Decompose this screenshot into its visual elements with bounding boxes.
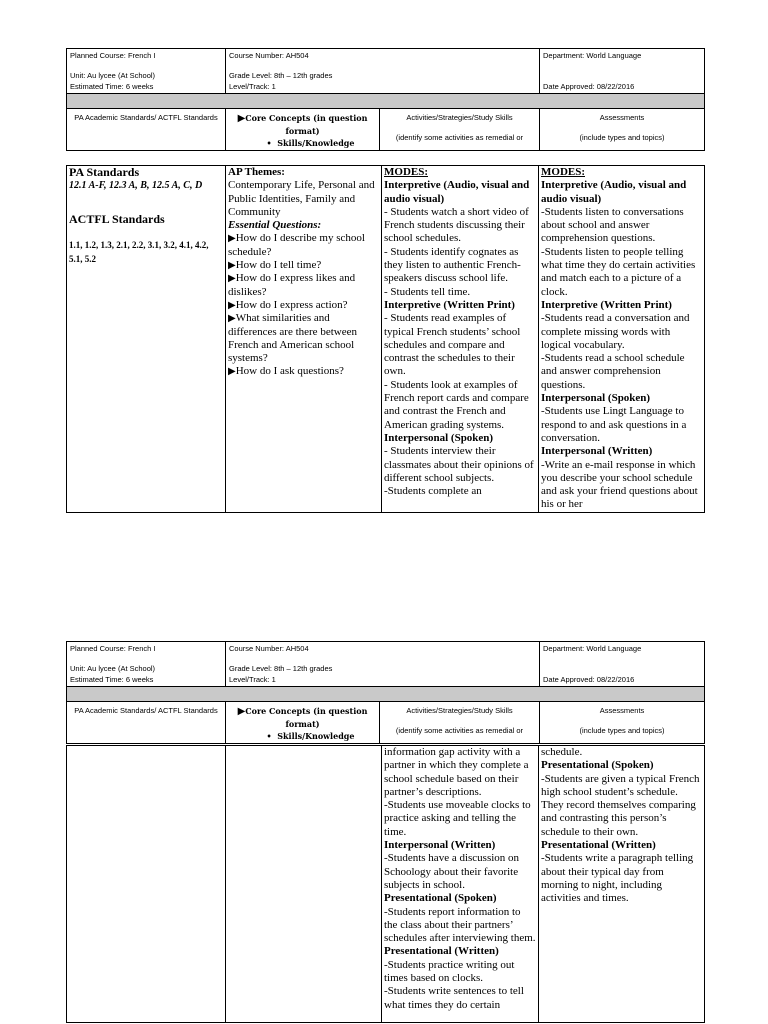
estimated-time: Estimated Time: 6 weeks [70, 82, 154, 91]
department: Department: World Language [543, 644, 642, 653]
essential-question: ▶How do I express action? [228, 298, 348, 311]
mode-heading: Interpersonal (Written) [541, 445, 653, 458]
item-text: -Students listen to people telling what time they do certain activities and match each to a picture of a clock. [541, 245, 696, 298]
item-text: - Students interview their classmates about their opinions of different school subjects. [384, 445, 534, 484]
assessments-subheader: (include types and topics) [579, 726, 665, 735]
planned-course: Planned Course: French I [70, 644, 156, 653]
mode-heading: Presentational (Written) [384, 945, 499, 958]
core-concepts-label: Core Concepts (in question format) [245, 113, 368, 136]
skills-label: Skills/Knowledge [277, 138, 355, 148]
body-table-2 [66, 745, 705, 1023]
item-text: - Students watch a short video of French students discussing their school schedules. [384, 205, 529, 245]
unit: Unit: Au lycee (At School) [70, 71, 156, 80]
essential-question: ▶How do I describe my school schedule? [228, 232, 365, 258]
planned-course: Planned Course: French I [70, 51, 156, 60]
essential-questions-title: Essential Questions: [228, 219, 322, 232]
essential-questions-list [228, 232, 379, 378]
course-number: Course Number: AH504 [229, 51, 309, 60]
mode-heading: Interpersonal (Written) [384, 839, 496, 852]
unit: Unit: Au lycee (At School) [70, 664, 156, 673]
item-text: -Students read a school schedule and answer comprehension questions. [541, 352, 685, 391]
item-text: - Students identify cognates as they listen to authentic French-speakers discuss school life. [384, 245, 521, 285]
col-standards-header: PA Academic Standards/ ACTFL Standards [67, 702, 226, 744]
activities-header: Activities/Strategies/Study Skills [406, 706, 513, 715]
course-number: Course Number: AH504 [229, 644, 309, 653]
assessments-header: Assessments [599, 706, 645, 715]
essential-question: ▶How do I express likes and dislikes? [228, 272, 356, 298]
department: Department: World Language [543, 51, 642, 60]
item-text: -Write an e-mail response in which you describe your school schedule and ask your friend questions about his or her [541, 458, 698, 511]
item-text: - Students tell time. [384, 285, 471, 298]
date-approved: Date Approved: 08/22/2016 [543, 82, 635, 91]
mode-heading: Interpretive (Audio, visual and audio visual) [384, 179, 530, 205]
mode-heading: Presentational (Spoken) [384, 892, 497, 905]
ap-themes-text: Contemporary Life, Personal and Public Identities, Family and Community [228, 179, 375, 218]
mode-heading: MODES: [384, 166, 428, 178]
essential-question: ▶How do I ask questions? [228, 365, 344, 378]
item-text: - Students look at examples of French report cards and compare and contrast the French and American grading systems. [384, 378, 529, 431]
item-text: -Students complete an [384, 485, 482, 498]
activities-subheader: (identify some activities as remedial or [395, 726, 524, 735]
activities-header: Activities/Strategies/Study Skills [406, 113, 513, 122]
gray-band [67, 94, 705, 109]
mode-heading: Interpretive (Written Print) [541, 298, 672, 311]
item-text: -Students write a paragraph telling about their typical day from morning to night, including activities and times. [541, 852, 694, 905]
level-track: Level/Track: 1 [229, 82, 276, 91]
triangle-icon: ▶ [237, 113, 246, 124]
core-concepts-label: Core Concepts (in question format) [245, 706, 368, 729]
mode-heading: Presentational (Spoken) [541, 759, 654, 772]
essential-question: ▶What similarities and differences are there between French and American school systems? [228, 312, 357, 365]
item-text: -Students use Lingt Language to respond to and ask questions in a conversation. [541, 405, 687, 444]
item-text: -Students listen to conversations about school and answer comprehension questions. [541, 205, 684, 245]
item-text: -Students write sentences to tell what times they do certain [384, 985, 524, 1011]
skills-label: Skills/Knowledge [277, 731, 355, 741]
header-table-2: Planned Course: French I Unit: Au lycee (At School) Estimated Time: 6 weeks Course Number: AH504 Grade Level: 8th – 12th grades Level/Track: 1 Department: World Language Date Approved: 08/22/2016 PA Academic Standards/ ACTFL Standards ▶Core Concepts (in question format) • Skills/Knowledge Activities/Strategies/Study Skills (identify some activities as remedial or Assessments (include types and topics) [66, 641, 705, 744]
estimated-time: Estimated Time: 6 weeks [70, 675, 154, 684]
activities-column [384, 746, 536, 1022]
assessments-header: Assessments [599, 113, 645, 122]
col-standards-header: PA Academic Standards/ ACTFL Standards [67, 109, 226, 151]
item-text: -Students have a discussion on Schoology about their favorite subjects in school. [384, 852, 520, 891]
activities-column [384, 166, 536, 512]
item-text: -Students use moveable clocks to practice asking and telling the time. [384, 799, 531, 838]
mode-heading: Presentational (Written) [541, 839, 656, 852]
triangle-icon: ▶ [228, 313, 236, 325]
gray-band [67, 687, 705, 702]
item-text: schedule. [541, 746, 583, 758]
mode-heading: Interpretive (Audio, visual and audio visual) [541, 179, 687, 205]
grade-level: Grade Level: 8th – 12th grades [229, 664, 333, 673]
header-table-1: Planned Course: French I Unit: Au lycee (At School) Estimated Time: 6 weeks Course Number: AH504 Grade Level: 8th – 12th grades Level/Track: 1 Department: World Language Date Approved: 08/22/2016 PA Academic Standards/ ACTFL Standards ▶Core Concepts (in question format) • Skills/Knowledge Activities/Strategies/Study Skills (identify some activities as remedial or Assessments (include types and topics) [66, 48, 705, 151]
pa-standards-codes: 12.1 A-F, 12.3 A, B, 12.5 A, C, D [69, 180, 203, 192]
date-approved: Date Approved: 08/22/2016 [543, 675, 635, 684]
ap-themes-title: AP Themes: [228, 166, 285, 178]
item-text: -Students read a conversation and complete missing words with logical vocabulary. [541, 312, 690, 351]
mode-heading: MODES: [541, 166, 585, 178]
actfl-title: ACTFL Standards [69, 211, 165, 226]
pa-standards-title: PA Standards [69, 165, 140, 179]
triangle-icon: ▶ [237, 706, 246, 717]
triangle-icon: ▶ [228, 299, 236, 311]
triangle-icon: ▶ [228, 273, 236, 285]
essential-question: ▶How do I tell time? [228, 259, 322, 272]
level-track: Level/Track: 1 [229, 675, 276, 684]
assessments-subheader: (include types and topics) [579, 133, 665, 142]
item-text: -Students report information to the class about their partners’ schedules after interviewing them. [384, 905, 536, 945]
item-text: information gap activity with a partner in which they complete a school schedule based on their partner’s descriptions. [384, 746, 529, 798]
grade-level: Grade Level: 8th – 12th grades [229, 71, 333, 80]
mode-heading: Interpersonal (Spoken) [384, 431, 494, 444]
body-table-1 [66, 165, 705, 513]
triangle-icon: ▶ [228, 233, 236, 245]
item-text: -Students are given a typical French high school student’s schedule. They record themselves comparing and contrasting this person’s schedule to their own. [541, 772, 700, 838]
triangle-icon: ▶ [228, 260, 236, 272]
assessments-column [541, 166, 702, 512]
activities-subheader: (identify some activities as remedial or [395, 133, 524, 142]
item-text: -Students practice writing out times based on clocks. [384, 958, 515, 985]
assessments-column [541, 746, 702, 1022]
triangle-icon: ▶ [228, 366, 236, 378]
actfl-codes: 1.1, 1.2, 1.3, 2.1, 2.2, 3.1, 3.2, 4.1, 4.2, 5.1, 5.2 [69, 239, 209, 264]
mode-heading: Interpersonal (Spoken) [541, 392, 651, 405]
mode-heading: Interpretive (Written Print) [384, 298, 515, 311]
item-text: - Students read examples of typical French students’ school schedules and compare and contrast the schedules to their own. [384, 312, 521, 378]
